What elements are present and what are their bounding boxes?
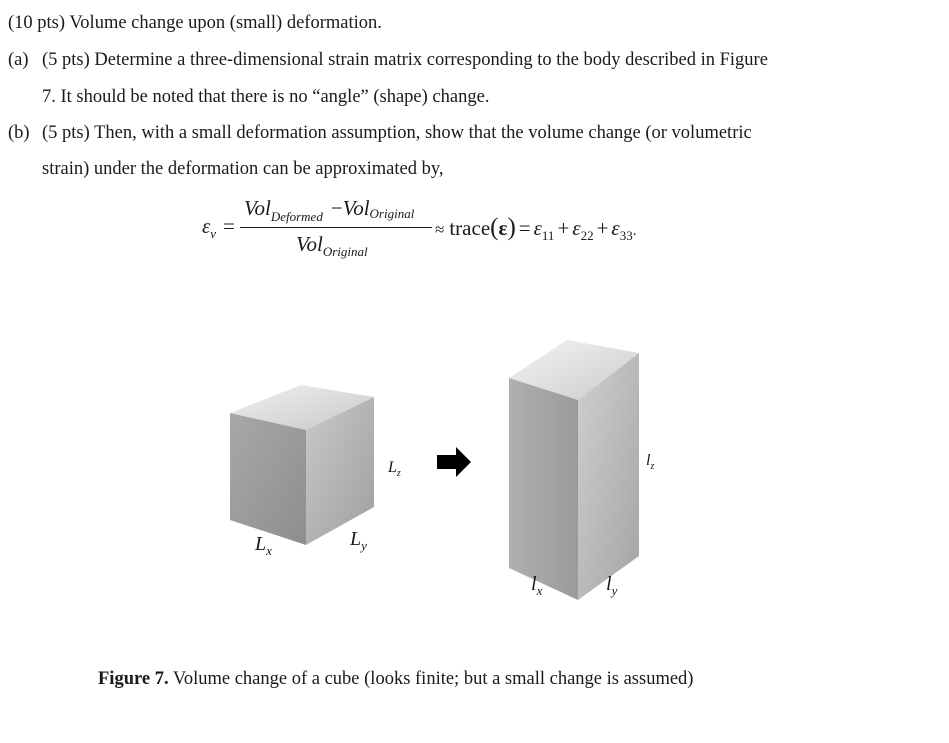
part-a-text-line-1: (5 pts) Determine a three-dimensional strain matrix corresponding to the body described in Figure bbox=[42, 50, 768, 70]
figure-caption bbox=[98, 670, 693, 689]
deformed-prism-front-face bbox=[509, 378, 578, 600]
deformed-length-y-label: $l_y$ bbox=[606, 573, 618, 598]
original-cube-front-face bbox=[230, 413, 306, 545]
right-arrow-icon bbox=[437, 447, 471, 477]
original-length-z-label: $L_z$ bbox=[388, 459, 401, 479]
deformed-length-z-label: $l_z$ bbox=[646, 452, 655, 472]
original-cube bbox=[230, 385, 374, 545]
original-length-y-label: $L_y$ bbox=[350, 528, 367, 553]
part-a-label: (a) bbox=[8, 50, 29, 70]
fraction-numerator: Vol$_{Deformed}$ −VolOriginal bbox=[244, 196, 415, 224]
deformed-length-x-label: $l_x$ bbox=[531, 573, 543, 598]
fraction-denominator: Vol$_{Original}$ bbox=[296, 232, 368, 259]
problem-header: (10 pts) Volume change upon (small) deformation. bbox=[8, 13, 382, 33]
deformed-prism bbox=[509, 340, 639, 600]
part-b-text-line-2: strain) under the deformation can be approximated by, bbox=[42, 159, 444, 179]
part-b-text-line-1: (5 pts) Then, with a small deformation assumption, show that the volume change (or volumetric bbox=[42, 123, 752, 143]
volumetric-strain-symbol: $\varepsilon_v$ bbox=[202, 214, 217, 241]
original-length-x-label: $L_x$ bbox=[255, 533, 272, 558]
formula-equals: = bbox=[223, 214, 235, 238]
figure-caption-label: Figure 7. bbox=[98, 669, 169, 689]
part-b-label: (b) bbox=[8, 123, 30, 143]
trace-expression: ≈ trace(ε) = $\varepsilon_{11} + \varepsilon_{22} + \varepsilon_{33}$. bbox=[435, 214, 637, 243]
figure-caption-text: Volume change of a cube (looks finite; but a small change is assumed) bbox=[168, 669, 694, 689]
part-a-text-line-2: 7. It should be noted that there is no “angle” (shape) change. bbox=[42, 87, 490, 107]
